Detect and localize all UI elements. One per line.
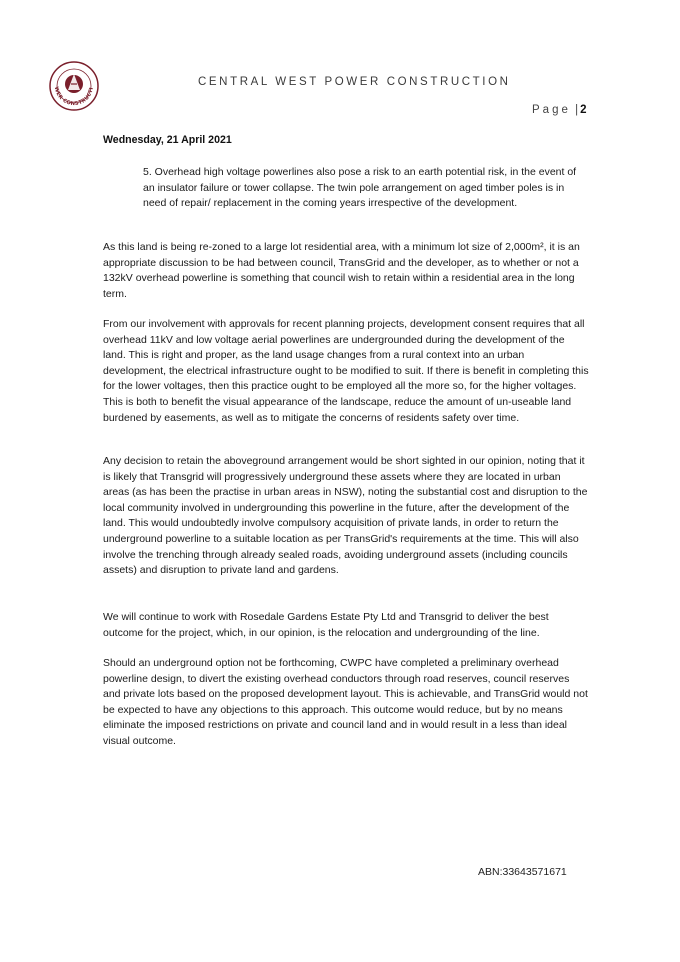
- page-label: Page: [532, 104, 571, 116]
- page-number-indicator: [532, 104, 586, 116]
- abn-number: ABN:33643571671: [478, 866, 567, 878]
- company-logo: [48, 60, 100, 112]
- cwpc-circular-logo-icon: [48, 60, 100, 112]
- paragraph-rezoning: As this land is being re-zoned to a large lot residential area, with a minimum lot size of 2,000m², it is an appropriate discussion to be had between council, TransGrid and the developer, as to whether or not a 132kV overhead powerline is something that council wish to retain within a residential area in the long term.: [103, 241, 580, 300]
- paragraph-aboveground: Any decision to retain the aboveground arrangement would be short sighted in our opinion, noting that it is likely that Transgrid will progressively underground these assets where they are located in urban areas (as has been the practise in urban areas in NSW), noting the substantial cost and disruption to the local community involved in undergrounding this powerline in the future, after the development of the land. This would undoubtedly involve compulsory acquisition of private lands, in order to return the underground powerline to a suitable location as per TransGrid's requirements at the time. This will also involve the trenching through already sealed roads, avoiding underground assets (including councils assets) and disruption to private land and gardens.: [103, 455, 588, 577]
- paragraph-point-5: 5. Overhead high voltage powerlines also pose a risk to an earth potential risk, in the event of an insulator failure or tower collapse. The twin pole arrangement on aged timber poles is in need of repair/ replacement in the coming years irrespective of the development.: [143, 166, 577, 210]
- paragraph-approvals: From our involvement with approvals for recent planning projects, development consent requires that all overhead 11kV and low voltage aerial powerlines are undergrounded during the development of the land. This is right and proper, as the land usage changes from a rural context into an urban development, the electrical infrastructure ought to be modified to suit. If there is benefit in completing this for the lower voltages, then this practice ought to be employed all the more so, for the higher voltages. This is both to benefit the visual appearance of the landscape, reduce the amount of un-useable land burdened by easements, as well as to mitigate the concerns of residents safety over time.: [103, 318, 589, 424]
- page-separator: |: [575, 104, 579, 116]
- page-number: 2: [580, 104, 587, 116]
- logo-text: WER CONSTRUCTI: [52, 86, 95, 108]
- company-name: CENTRAL WEST POWER CONSTRUCTION: [198, 76, 511, 88]
- paragraph-underground-option: Should an underground option not be forthcoming, CWPC have completed a preliminary overhead powerline design, to divert the existing overhead conductors through road reserves, council reserves and private lots based on the proposed development layout. This is achievable, and TransGrid would not be expected to have any objections to this approach. This outcome would reduce, but by no means eliminate the imposed restrictions on private and council land and in would result in a less than ideal visual outcome.: [103, 657, 588, 747]
- paragraph-continue-work: We will continue to work with Rosedale Gardens Estate Pty Ltd and Transgrid to deliver the best outcome for the project, which, in our opinion, is the relocation and undergrounding of the line.: [103, 611, 549, 639]
- letter-date: Wednesday, 21 April 2021: [103, 134, 232, 146]
